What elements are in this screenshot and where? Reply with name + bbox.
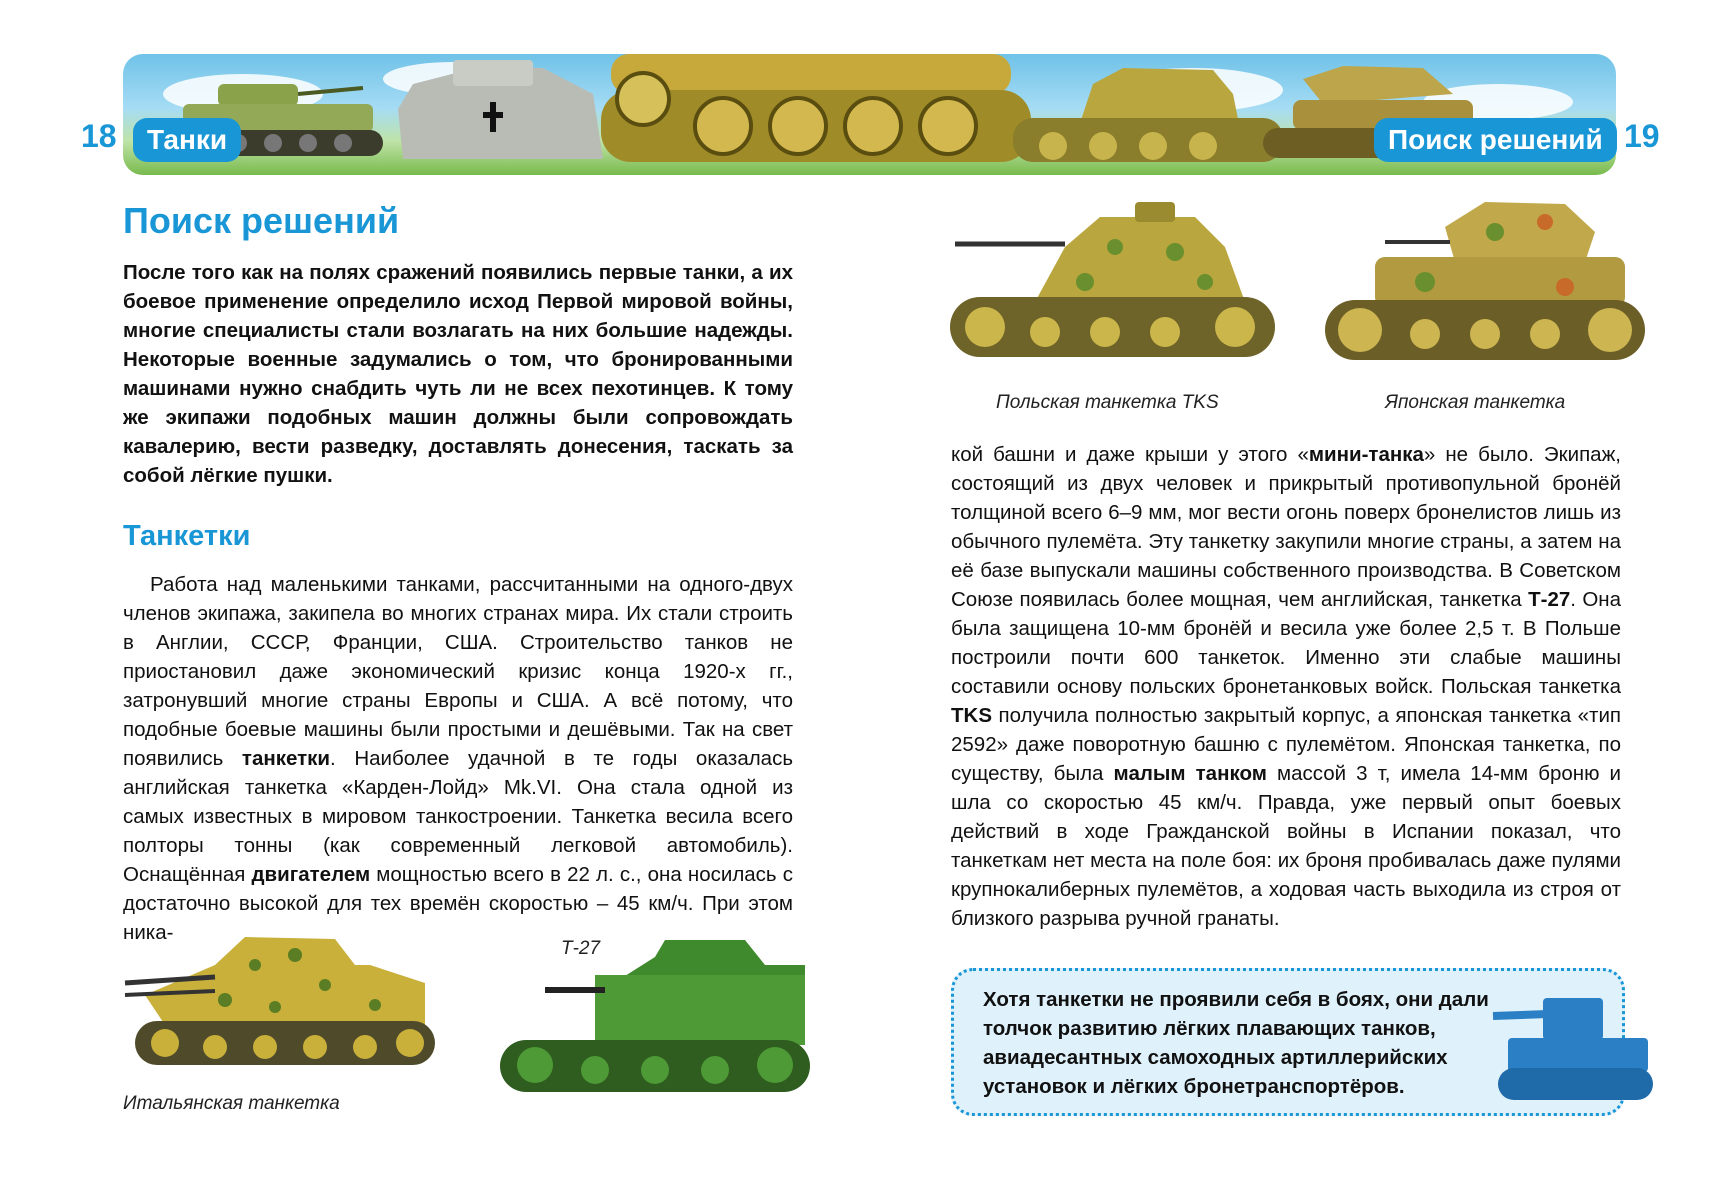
text-run: мощностью всего в 22 л. с., она носилась с достаточно высокой для тех времён скоростью – 45 км/ч. При этом ника- (123, 863, 794, 944)
caption-japanese-tankette: Японская танкетка (1385, 392, 1566, 413)
japanese-tankette-illustration (1315, 192, 1650, 372)
caption-tks: Польская танкетка TKS (996, 392, 1219, 413)
text-run: . Наиболее удачной в те годы оказалась английская танкетка «Карден-Лойд» Mk.VI. Она стала одной из самых известных в мировом танкостроении. Танкетка весила всего полторы тонны (как современный легковой автомобиль). Оснащённая (123, 747, 794, 886)
section-badge-left: Танки (133, 118, 241, 162)
tks-tankette-illustration (945, 192, 1285, 372)
text-run: получила полностью закрытый корпус, а японская танкетка «тип 2592» даже поворотную башню с пулемётом. Японская танкетка, по существу, была (951, 704, 1621, 785)
text-run: Работа над маленькими танками, рассчитанными на одного-двух членов экипажа, закипела во многих странах мира. Их стали строить в Англии, СССР, Франции, США. Строительство танков не приостановил даже экономический кризис конца 1920-х гг., затронувший многие страны Европы и США. А всё потому, что подобные боевые машины были простыми и дешёвыми. Так на свет появились (123, 573, 793, 770)
bold-term: TKS (951, 704, 992, 727)
section-badge-right: Поиск решений (1374, 118, 1617, 162)
page-title: Поиск решений (123, 200, 400, 241)
callout-text: Хотя танкетки не проявили себя в боях, они дали толчок развитию лёгких плавающих танков, авиадесантных самоходных артиллерийских установок и лёгких бронетранспортёров. (983, 988, 1489, 1098)
page-number-left: 18 (81, 118, 117, 154)
italian-tankette-illustration (105, 925, 465, 1075)
body-text-right (951, 440, 1621, 933)
bold-term: малым танком (1113, 762, 1267, 785)
bold-term: Т-27 (1528, 588, 1571, 611)
kv-tank-silhouette (1488, 988, 1653, 1106)
body-text-left (123, 570, 793, 947)
bold-term: двигателем (251, 863, 371, 886)
caption-t27: Т-27 (561, 938, 601, 959)
section-title: Танкетки (123, 520, 251, 552)
bold-term: танкетки (241, 747, 331, 770)
intro-paragraph: После того как на полях сражений появились первые танки, а их боевое применение определило исход Первой мировой войны, многие специалисты стали возлагать на них большие надежды. Некоторые военные задумались о том, что бронированными машинами нужно снабдить чуть ли не всех пехотинцев. К тому же экипажи подобных машин должны были сопровождать кавалерию, вести разведку, доставлять донесения, таскать за собой лёгкие пушки. (123, 261, 793, 487)
text-run: массой 3 т, имела 14-мм броню и шла со скоростью 45 км/ч. Правда, уже первый опыт боевых действий в ходе Гражданской войны в Испании показал, что танкеткам нет места на поле боя: их броня пробивалась даже пулями крупнокалиберных пулемётов, а ходовая часть выходила из строя от близкого разрыва ручной гранаты. (951, 762, 1621, 930)
page-number-right: 19 (1624, 118, 1660, 154)
text-run: » не было. Экипаж, состоящий из двух человек и прикрытый противопульной бронёй толщиной всего 6–9 мм, мог вести огонь поверх бронелистов лишь из обычного пулемёта. Эту танкетку закупили многие страны, а затем на её базе выпускали машины собственного производства. В Советском Союзе появилась более мощная, чем английская, танкетка (951, 443, 1621, 611)
text-run: . Она была защищена 10-мм бронёй и весила уже более 2,5 т. В Польше построили почти 600 танкеток. Именно эти слабые машины составили основу польских бронетанковых войск. Польская танкетка (951, 588, 1621, 698)
t27-tankette-illustration (495, 935, 825, 1110)
caption-italian-tankette: Итальянская танкетка (123, 1093, 340, 1114)
bold-term: мини-танка (1308, 443, 1424, 466)
text-run: кой башни и даже крыши у этого « (951, 443, 1309, 466)
